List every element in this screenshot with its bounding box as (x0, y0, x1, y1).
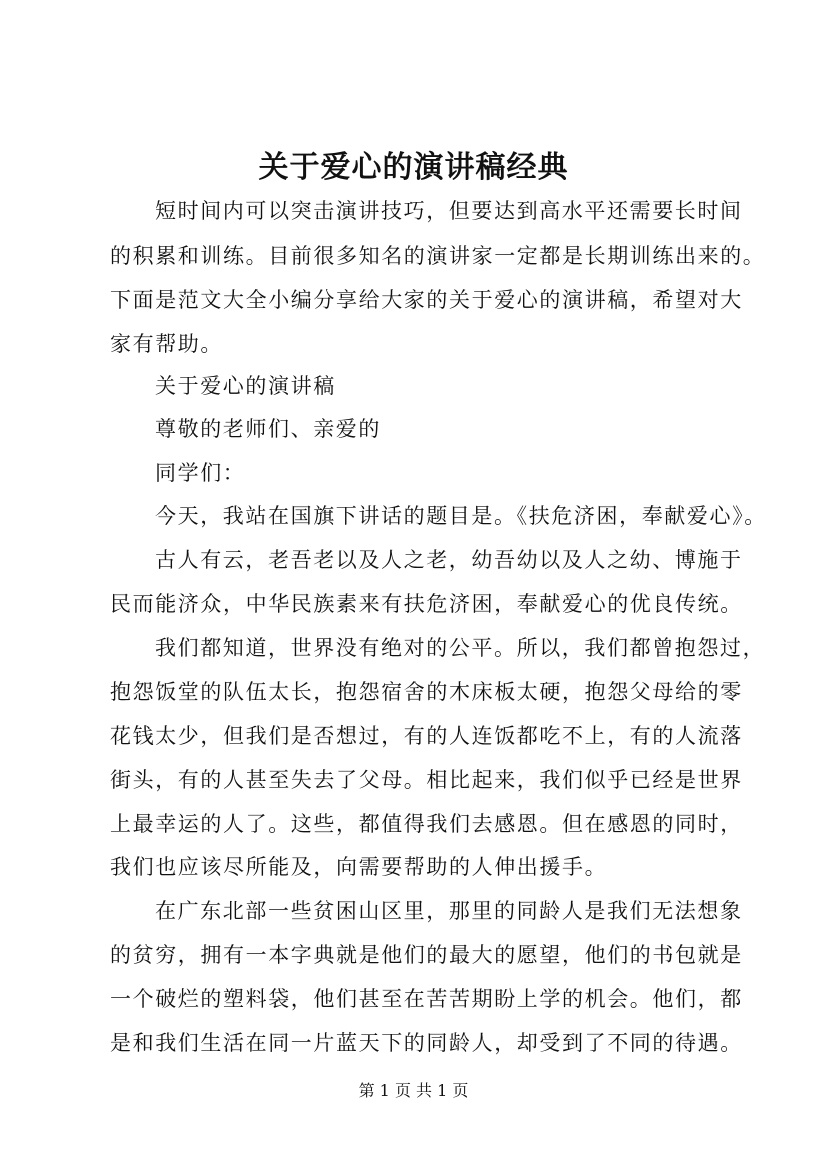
paragraph-line: 是和我们生活在同一片蓝天下的同龄人，却受到了不同的待遇。 (110, 1031, 743, 1055)
paragraph-line: 的贫穷，拥有一本字典就是他们的最大的愿望，他们的书包就是 (110, 943, 743, 967)
document-title: 关于爱心的演讲稿经典 (258, 150, 569, 185)
paragraph-line: 我们都知道，世界没有绝对的公平。所以，我们都曾抱怨过， (155, 636, 766, 660)
paragraph-line: 今天，我站在国旗下讲话的题目是。《扶危济困，奉献爱心》。 (155, 504, 767, 528)
paragraph-line: 古人有云，老吾老以及人之老，幼吾幼以及人之幼、博施于 (155, 548, 743, 572)
section-heading: 关于爱心的演讲稿 (155, 374, 336, 398)
paragraph-line: 街头，有的人甚至失去了父母。相比起来，我们似乎已经是世界 (110, 768, 743, 792)
paragraph-line: 抱怨饭堂的队伍太长，抱怨宿舍的木床板太硬，抱怨父母给的零 (110, 680, 743, 704)
paragraph-line: 家有帮助。 (110, 332, 223, 356)
paragraph-line: 民而能济众，中华民族素来有扶危济困，奉献爱心的优良传统。 (110, 592, 743, 616)
paragraph-line: 花钱太少，但我们是否想过，有的人连饭都吃不上，有的人流落 (110, 724, 743, 748)
paragraph-line: 上最幸运的人了。这些，都值得我们去感恩。但在感恩的同时， (110, 812, 743, 836)
paragraph-line: 我们也应该尽所能及，向需要帮助的人伸出援手。 (110, 855, 608, 879)
paragraph-line: 短时间内可以突击演讲技巧，但要达到高水平还需要长时间 (155, 199, 743, 223)
paragraph-line: 一个破烂的塑料袋，他们甚至在苦苦期盼上学的机会。他们，都 (110, 987, 743, 1011)
paragraph-line: 下面是范文大全小编分享给大家的关于爱心的演讲稿，希望对大 (110, 288, 743, 312)
salutation-line: 同学们： (155, 461, 246, 485)
paragraph-line: 的积累和训练。目前很多知名的演讲家一定都是长期训练出来的。 (110, 244, 766, 268)
paragraph-line: 在广东北部一些贫困山区里，那里的同龄人是我们无法想象 (155, 899, 743, 923)
page-number-footer: 第 1 页 共 1 页 (358, 1081, 469, 1100)
salutation-line: 尊敬的老师们、亲爱的 (155, 417, 381, 441)
